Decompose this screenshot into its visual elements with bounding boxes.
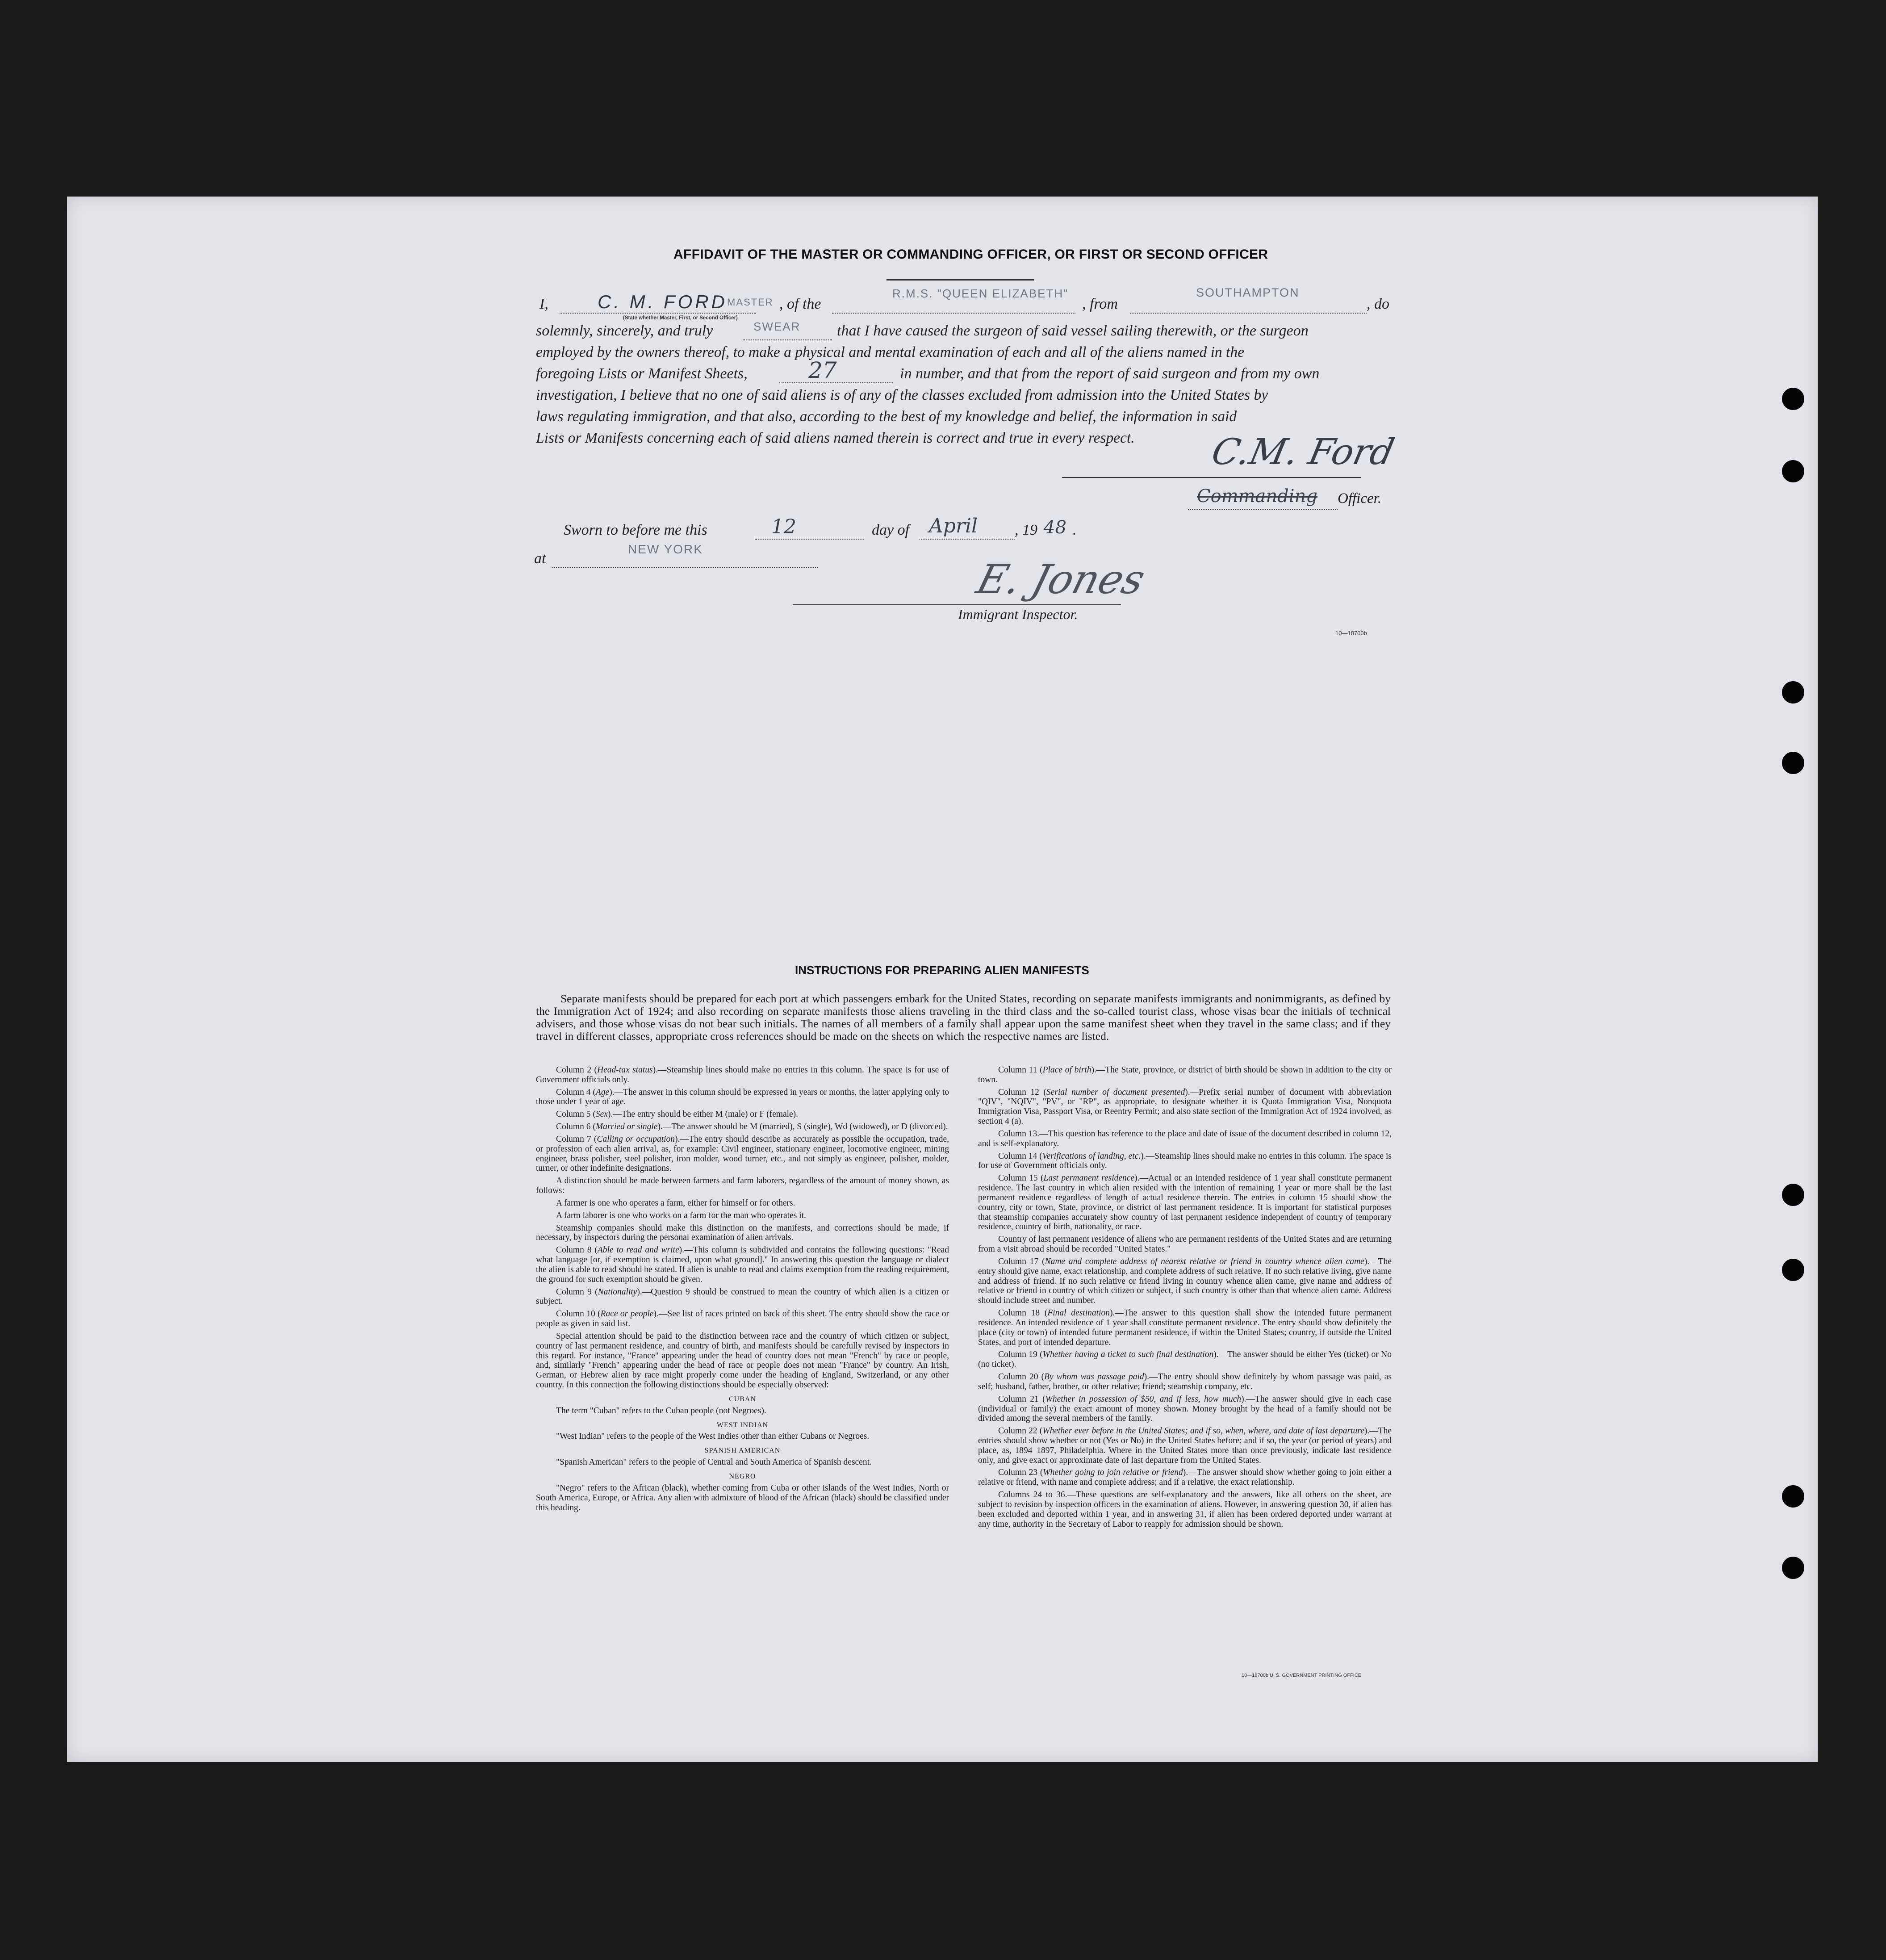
do-text: , do bbox=[1367, 296, 1389, 312]
swear-blank bbox=[743, 339, 832, 340]
column-lead: Column 18 ( bbox=[998, 1308, 1048, 1318]
race-definition bbox=[536, 1457, 949, 1467]
column-lead: Column 7 ( bbox=[556, 1134, 597, 1144]
column-term: Verifications of landing, etc. bbox=[1042, 1151, 1141, 1161]
race-definition bbox=[536, 1432, 949, 1441]
affidavit-line-5: investigation, I believe that no one of said aliens is of any of the classes excluded from admission into the United States by bbox=[536, 387, 1268, 403]
vessel-name-value: R.M.S. "QUEEN ELIZABETH" bbox=[892, 287, 1069, 300]
inspector-title: Immigrant Inspector. bbox=[958, 606, 1078, 622]
instruction-paragraph bbox=[536, 1211, 949, 1221]
instruction-paragraph bbox=[978, 1173, 1392, 1232]
sworn-line bbox=[564, 515, 1189, 544]
column-text: ).—Question 9 should be construed to mean the country of which alien is a citizen or subject. bbox=[536, 1287, 949, 1307]
instruction-paragraph bbox=[536, 1176, 949, 1196]
day-blank bbox=[755, 539, 864, 540]
column-text: Country of last permanent residence of aliens who are permanent residents of the United States and are returning from a visit abroad should be recorded "United States." bbox=[978, 1235, 1392, 1254]
printing-footer: 10—18700b U. S. GOVERNMENT PRINTING OFFICE bbox=[1242, 1673, 1362, 1678]
line2-rest: that I have caused the surgeon of said vessel sailing therewith, or the surgeon bbox=[837, 322, 1309, 339]
column-term: Name and complete address of nearest relative or friend in country whence alien came bbox=[1045, 1256, 1364, 1266]
year-value: 48 bbox=[1044, 517, 1066, 538]
column-text: ).—The answer should be either Yes (ticket) or No (no ticket). bbox=[978, 1350, 1392, 1369]
column-text: —This question has reference to the place and date of issue of the document described in column 12, and is self-explanatory. bbox=[978, 1129, 1392, 1148]
affidavit-line-4 bbox=[536, 357, 1388, 385]
affidavit-title: AFFIDAVIT OF THE MASTER OR COMMANDING OFFICER, OR FIRST OR SECOND OFFICER bbox=[673, 247, 1268, 262]
column-term: Whether having a ticket to such final destination bbox=[1042, 1350, 1214, 1360]
instruction-paragraph bbox=[536, 1309, 949, 1329]
column-lead: Column 23 ( bbox=[998, 1468, 1043, 1478]
instruction-paragraph bbox=[978, 1257, 1392, 1306]
column-text: Special attention should be paid to the distinction between race and the country of which citizen or subject, country of last permanent residence, and country of birth, and manifests should be carefully revised by inspectors in this regard. For instance, "France" appearing under the head of country does not mean "French" by race or people, and, similarly "French" appearing under the head of race or people does not mean "France" by country. An Irish, German, or Hebrew alien by race might properly come under the heading of England, Switzerland, or any other country. In this connection the following distinctions should be especially observed: bbox=[536, 1331, 949, 1390]
title-rule bbox=[887, 279, 1034, 281]
race-definition bbox=[536, 1406, 949, 1416]
column-text: ).—Steamship lines should make no entries in this column. The space is for use of Government officials only. bbox=[536, 1065, 949, 1085]
instruction-paragraph bbox=[536, 1198, 949, 1208]
column-lead: Column 6 ( bbox=[556, 1122, 596, 1132]
officer-suffix: Officer. bbox=[1338, 490, 1382, 507]
instruction-paragraph bbox=[536, 1287, 949, 1307]
column-text: ).—The entry should be either M (male) or F (female). bbox=[607, 1110, 799, 1119]
column-lead: Column 2 ( bbox=[556, 1065, 598, 1075]
rank-note: (State whether Master, First, or Second Officer) bbox=[623, 315, 738, 321]
column-term: Calling or occupation bbox=[597, 1134, 675, 1144]
column-term: Nationality bbox=[598, 1287, 637, 1297]
affidavit-line-2 bbox=[536, 322, 1388, 343]
binder-hole bbox=[1782, 1557, 1804, 1579]
column-text: ).—See list of races printed on back of this sheet. The entry should show the race or people as given in said list. bbox=[536, 1309, 949, 1329]
column-lead: Column 17 ( bbox=[998, 1256, 1045, 1266]
instruction-paragraph bbox=[978, 1395, 1392, 1424]
affidavit-line-1 bbox=[539, 286, 1389, 316]
column-text: ).—Prefix serial number of document with abbreviation "QIV", "NQIV", "PV", or "RP", as appropriate, to designate whether it is Quota Immigration Visa, Nonquota Immigration Visa, Passport Visa, or Reentry Permit; and also state section of the Immigration Act of 1924 involved, as section 4 (a). bbox=[978, 1087, 1392, 1127]
race-heading: SPANISH AMERICAN bbox=[704, 1447, 781, 1455]
binder-hole bbox=[1782, 460, 1804, 482]
column-text: ).—Steamship lines should make no entries in this column. The space is for use of Government officials only. bbox=[978, 1151, 1392, 1171]
instructions-left-column bbox=[536, 1065, 949, 1515]
officer-rank-value: MASTER bbox=[727, 297, 774, 308]
solemnly-text: solemnly, sincerely, and truly bbox=[536, 322, 713, 339]
column-lead: Column 14 ( bbox=[998, 1151, 1042, 1161]
column-term: By whom was passage paid bbox=[1044, 1372, 1144, 1382]
column-lead: Column 12 ( bbox=[998, 1087, 1046, 1097]
instruction-paragraph bbox=[978, 1372, 1392, 1392]
column-lead: Column 4 ( bbox=[556, 1087, 596, 1097]
day-value: 12 bbox=[771, 515, 796, 538]
foregoing-text: foregoing Lists or Manifest Sheets, bbox=[536, 365, 748, 382]
port-value: SOUTHAMPTON bbox=[1196, 286, 1300, 299]
instruction-paragraph bbox=[536, 1223, 949, 1243]
instruction-paragraph bbox=[978, 1468, 1392, 1487]
column-term: Race or people bbox=[600, 1309, 654, 1319]
of-the-text: , of the bbox=[779, 296, 821, 312]
instruction-paragraph bbox=[536, 1245, 949, 1284]
column-text: A farmer is one who operates a farm, either for himself or for others. bbox=[556, 1198, 795, 1208]
from-text: , from bbox=[1082, 296, 1118, 312]
instruction-paragraph bbox=[536, 1065, 949, 1085]
at-text: at bbox=[534, 550, 546, 567]
instructions-right-column bbox=[978, 1065, 1392, 1532]
column-lead: Column 21 ( bbox=[998, 1394, 1045, 1404]
column-text: ).—The State, province, or district of birth should be shown in addition to the city or town. bbox=[978, 1065, 1392, 1085]
inspector-signature: E. Jones bbox=[971, 556, 1150, 603]
month-value: April bbox=[929, 515, 978, 537]
binder-hole bbox=[1782, 1485, 1804, 1508]
month-blank bbox=[919, 539, 1015, 540]
column-term: Whether going to join relative or friend bbox=[1043, 1468, 1183, 1478]
instruction-paragraph bbox=[536, 1088, 949, 1107]
race-heading: NEGRO bbox=[729, 1473, 756, 1481]
binder-hole bbox=[1782, 752, 1804, 774]
form-code: 10—18700b bbox=[1335, 630, 1367, 637]
sworn-text: Sworn to before me this bbox=[564, 522, 707, 538]
instruction-paragraph bbox=[978, 1490, 1392, 1529]
instruction-paragraph bbox=[978, 1129, 1392, 1149]
column-text: ).—The entry should show definitely by whom passage was paid, as self; husband, father, brother, or other relative; friend; steamship company, etc. bbox=[978, 1372, 1392, 1391]
vessel-blank bbox=[832, 313, 1075, 314]
column-lead: Column 10 ( bbox=[556, 1309, 601, 1319]
instruction-paragraph bbox=[536, 1110, 949, 1119]
year-prefix: , 19 bbox=[1015, 522, 1037, 538]
column-lead: Column 20 ( bbox=[998, 1372, 1045, 1382]
column-lead: Column 22 ( bbox=[998, 1426, 1043, 1436]
master-signature: C.M. Ford bbox=[1208, 431, 1398, 473]
affidavit-i: I, bbox=[539, 296, 548, 312]
place-value: NEW YORK bbox=[628, 542, 703, 556]
instructions-title: INSTRUCTIONS FOR PREPARING ALIEN MANIFESTS bbox=[795, 963, 1089, 977]
column-lead: Column 8 ( bbox=[556, 1245, 598, 1255]
column-text: "Negro" refers to the African (black), whether coming from Cuba or other islands of the West Indies, North or South America, Europe, or Africa. Any alien with admixture of blood of the African (black) should be classified under this heading. bbox=[536, 1483, 949, 1512]
instruction-paragraph bbox=[978, 1426, 1392, 1465]
affidavit-line-3: employed by the owners thereof, to make a physical and mental examination of each and all of the aliens named in the bbox=[536, 344, 1244, 360]
column-text: "West Indian" refers to the people of the West Indies other than either Cubans or Negroes. bbox=[556, 1432, 870, 1441]
column-lead: Column 11 ( bbox=[998, 1065, 1043, 1075]
column-text: ).—The entry should give name, exact relationship, and complete address of such relative. If no such relative living, give name and address of friend. If no such relative or friend living in country whence alien came, give name and address of relative or friend in country of which citizen or subject, if such country is other than that whence alien came. Address should include street and number. bbox=[978, 1256, 1392, 1306]
column-text: A farm laborer is one who works on a farm for the man who operates it. bbox=[556, 1210, 806, 1220]
column-text: ).—The answer should show whether going to join either a relative or friend, with name and complete address; and if a relative, the exact relationship. bbox=[978, 1468, 1392, 1487]
column-text: Steamship companies should make this distinction on the manifests, and corrections should be made, if necessary, by inspectors during the personal examination of alien arrivals. bbox=[536, 1223, 949, 1243]
intro-paragraph: Separate manifests should be prepared for each port at which passengers embark for the United States, recording on separate manifests immigrants and nonimmigrants, as defined by the Immigration Act of 1924; and also recording on separate manifests those aliens traveling in the third class and the so-called tourist class, whose visas bear the initials of technical advisers, and those whose visas do not bear such initials. The names of all members of a family shall appear upon the same manifest sheet when they travel in the same class; and if they travel in different classes, appropriate cross references should be made on the sheets on which the respective names are listed. bbox=[536, 992, 1391, 1043]
column-text: —These questions are self-explanatory and the answers, like all others on the sheet, are subject to revision by inspection officers in the examination of aliens. However, in answering question 30, if alien has been excluded and deported within 1 year, and in answering 31, if alien has been ordered deported under warrant at any time, authority in the Secretary of Labor to reapply for admission should be shown. bbox=[978, 1490, 1392, 1529]
day-of-text: day of bbox=[872, 522, 910, 538]
column-term: Whether in possession of $50, and if less, how much bbox=[1045, 1394, 1242, 1404]
column-text: A distinction should be made between farmers and farm laborers, regardless of the amount of money shown, as follows: bbox=[536, 1176, 949, 1196]
binder-hole bbox=[1782, 681, 1804, 704]
name-blank bbox=[560, 313, 756, 314]
binder-hole bbox=[1782, 1184, 1804, 1206]
sworn-end: . bbox=[1073, 522, 1077, 538]
column-term: Age bbox=[595, 1087, 610, 1097]
column-text: ).—The answer to this question shall show the intended future permanent residence. An intended residence of 1 year shall constitute permanent residence. The entry should show definitely the place (city or town) of intended future permanent residence, if within the United States; country, if outside the United States, and port of intended departure. bbox=[978, 1308, 1392, 1347]
column-term: Married or single bbox=[595, 1122, 658, 1132]
inspector-signature-line bbox=[793, 604, 1121, 605]
officer-title-value: Commanding bbox=[1197, 486, 1317, 507]
column-lead: Column 13. bbox=[998, 1129, 1040, 1139]
column-text: ).—The entries should show whether or not (Yes or No) in the United States before; and if so, the year (or period of years) and place, as, 1894–1897, Philadelphia. Where in the United States more than once previously, indicate last residence only, and give exact or approximate date of last departure from the United States. bbox=[978, 1426, 1392, 1465]
instructions-intro bbox=[536, 993, 1391, 1043]
instruction-paragraph bbox=[536, 1135, 949, 1173]
column-term: Whether ever before in the United States; and if so, when, where, and date of last departure bbox=[1042, 1426, 1364, 1436]
column-text: The term "Cuban" refers to the Cuban people (not Negroes). bbox=[556, 1406, 766, 1416]
column-term: Sex bbox=[595, 1110, 608, 1119]
instruction-paragraph bbox=[978, 1065, 1392, 1085]
swear-value: SWEAR bbox=[753, 320, 801, 333]
race-heading: WEST INDIAN bbox=[716, 1421, 769, 1429]
instruction-paragraph bbox=[978, 1152, 1392, 1171]
column-text: ).—The answer in this column should be expressed in years or months, the latter applying only to those under 1 year of age. bbox=[536, 1087, 949, 1107]
instruction-paragraph bbox=[536, 1332, 949, 1390]
column-term: Final destination bbox=[1047, 1308, 1110, 1318]
signature-line bbox=[1062, 477, 1361, 478]
affidavit-line-6: laws regulating immigration, and that also, according to the best of my knowledge and belief, the information in said bbox=[536, 408, 1237, 425]
column-lead: Column 5 ( bbox=[556, 1110, 596, 1119]
column-text: ).—The answer should give in each case (individual or family) the exact amount of money shown. Money brought by the head of a family should not be divided among the several members of the family. bbox=[978, 1394, 1392, 1424]
column-term: Serial number of document presented bbox=[1046, 1087, 1185, 1097]
column-text: ).—This column is subdivided and contains the following questions: "Read what language [or, if exemption is claimed, upon what ground]." In answering this question the language or dialect the alien is able to read should be stated. If alien is unable to read and claims exemption from the reading requirement, the ground for such exemption should be given. bbox=[536, 1245, 949, 1284]
column-lead: Column 9 ( bbox=[556, 1287, 598, 1297]
binder-hole bbox=[1782, 1259, 1804, 1281]
column-term: Head-tax status bbox=[597, 1065, 653, 1075]
line4-rest: in number, and that from the report of said surgeon and from my own bbox=[900, 365, 1320, 382]
race-heading: CUBAN bbox=[728, 1395, 756, 1403]
instruction-paragraph bbox=[978, 1088, 1392, 1127]
instruction-paragraph bbox=[978, 1235, 1392, 1254]
instruction-paragraph bbox=[978, 1308, 1392, 1347]
place-blank bbox=[552, 567, 818, 568]
column-term: Able to read and write bbox=[597, 1245, 679, 1255]
column-term: Place of birth bbox=[1042, 1065, 1091, 1075]
column-lead: Columns 24 to 36. bbox=[998, 1490, 1067, 1500]
column-term: Last permanent residence bbox=[1043, 1173, 1135, 1183]
instruction-paragraph bbox=[978, 1350, 1392, 1369]
race-definition bbox=[536, 1483, 949, 1512]
officer-title-line bbox=[1188, 509, 1338, 510]
at-line bbox=[534, 542, 824, 573]
instruction-paragraph bbox=[536, 1122, 949, 1132]
affidavit-line-7: Lists or Manifests concerning each of said aliens named therein is correct and true in every respect. bbox=[536, 430, 1135, 446]
port-blank bbox=[1130, 313, 1367, 314]
column-text: ).—The answer should be M (married), S (single), Wd (widowed), or D (divorced). bbox=[657, 1122, 948, 1132]
officer-name-value: C. M. FORD bbox=[598, 291, 728, 312]
column-text: ).—The entry should describe as accurately as possible the occupation, trade, or profession of each alien arrival, as, for example: Civil engineer, stationary engineer, locomotive engineer, mining engineer, brass polisher, steel polisher, iron molder, wood turner, etc., and not simply as engineer, polisher, molder, turner, or other indefinite designations. bbox=[536, 1134, 949, 1173]
sheet-count-value: 27 bbox=[808, 357, 837, 383]
column-lead: Column 19 ( bbox=[998, 1350, 1043, 1360]
column-lead: Column 15 ( bbox=[998, 1173, 1044, 1183]
column-text: "Spanish American" refers to the people of Central and South America of Spanish descent. bbox=[556, 1457, 872, 1467]
binder-hole bbox=[1782, 388, 1804, 410]
column-text: ).—Actual or an intended residence of 1 year shall constitute permanent residence. The last country in which alien resided with the intention of remaining 1 year or more shall be the last permanent residence regardless of length of actual residence therein. The entries in column 15 should show the country, city or town, State, province, or district of last permanent residence. It is important for statistical purposes that steamship companies accurately show country of last permanent residence independent of country of temporary residence, country of birth, nationality, or race. bbox=[978, 1173, 1392, 1232]
